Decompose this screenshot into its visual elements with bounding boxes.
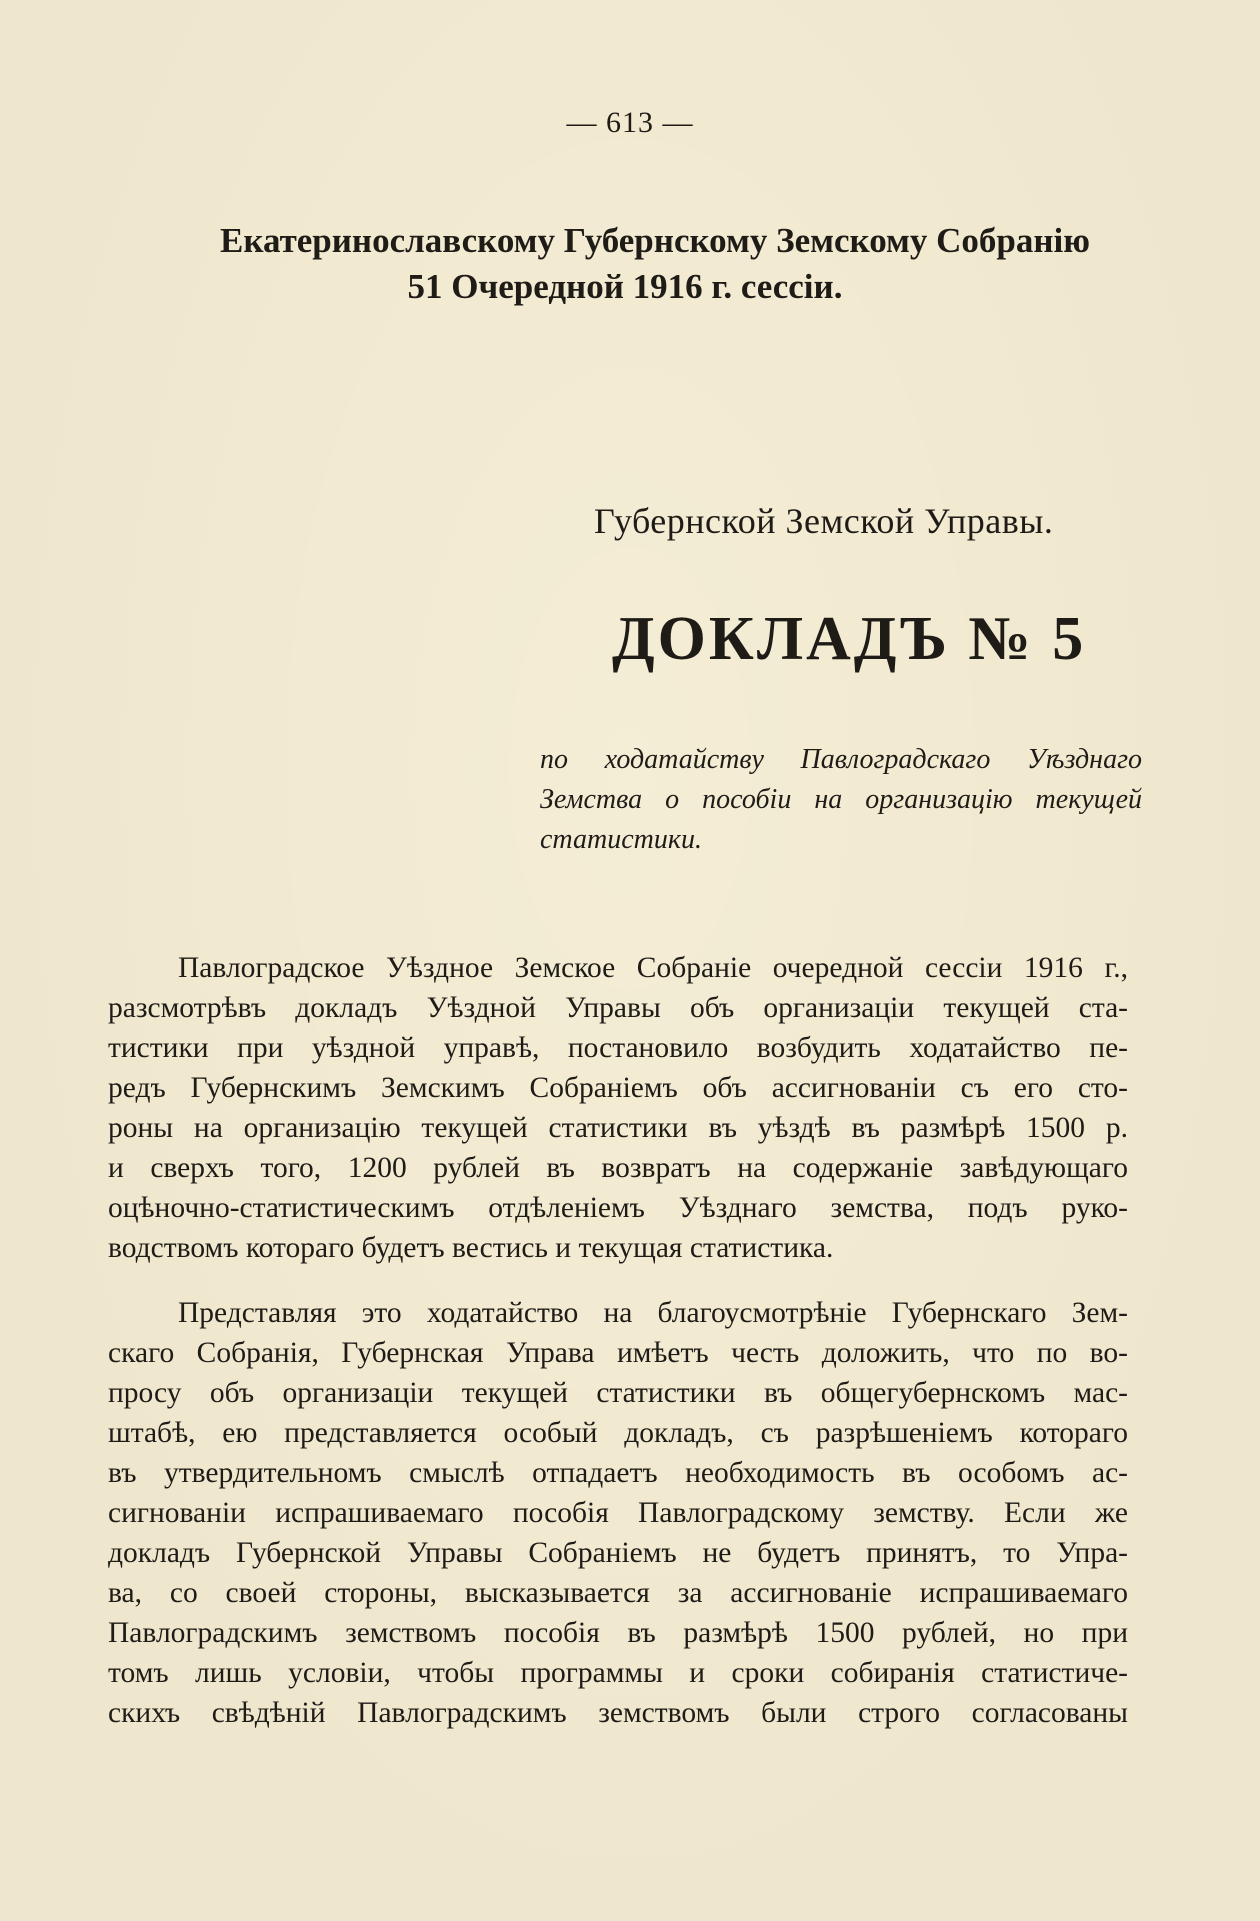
issuer-line: Губернской Земской Управы. [594,501,1054,541]
addressee-line-1: Екатеринославскому Губернскому Земскому Собранію [220,221,1090,260]
text-line: докладъ Губернской Управы Собраніемъ не будетъ принятъ, то Упра- [108,1537,1128,1569]
report-subject: по ходатайству Павлоградскаго Уѣзднаго Земства о пособіи на организацію текущей статистики. [540,744,1142,855]
text-line: скаго Собранія, Губернская Управа имѣетъ честь доложить, что по во- [108,1337,1128,1369]
text-line: сигнованіи испрашиваемаго пособія Павлоградскому земству. Если же [108,1497,1128,1529]
text-line: водствомъ котораго будетъ вестись и текущая статистика. [108,1232,834,1264]
report-title: ДОКЛАДЪ № 5 [612,605,1087,673]
text-line: Представляя это ходатайство на благоусмотрѣніе Губернскаго Зем- [178,1297,1128,1329]
text-line: тистики при уѣздной управѣ, постановило возбудить ходатайство пе- [108,1032,1128,1064]
text-line: томъ лишь условіи, чтобы программы и сроки собиранія статистиче- [108,1657,1128,1689]
text-line: въ утвердительномъ смыслѣ отпадаетъ необходимость въ особомъ ас- [108,1457,1128,1489]
addressee-heading [0,218,1260,310]
text-line: просу объ организаціи текущей статистики въ общегубернскомъ мас- [108,1377,1128,1409]
text-line: Павлоградское Уѣздное Земское Собраніе очередной сессіи 1916 г., [178,952,1128,984]
addressee-line-2: 51 Очередной 1916 г. сессіи. [407,267,843,306]
text-line: разсмотрѣвъ докладъ Уѣздной Управы объ организаціи текущей ста- [108,992,1128,1024]
text-line: редъ Губернскимъ Земскимъ Собраніемъ объ ассигнованіи съ его сто- [108,1072,1128,1104]
paragraph-1 [108,948,1128,1268]
report-body [108,948,1128,1758]
paragraph-2 [108,1293,1128,1733]
text-line: штабѣ, ею представляется особый докладъ, съ разрѣшеніемъ котораго [108,1417,1128,1449]
text-line: Павлоградскимъ земствомъ пособія въ размѣрѣ 1500 рублей, но при [108,1617,1128,1649]
text-line: ва, со своей стороны, высказывается за ассигнованіе испрашиваемаго [108,1577,1128,1609]
page-number: — 613 — [566,106,694,139]
text-line: и сверхъ того, 1200 рублей въ возвратъ на содержаніе завѣдующаго [108,1152,1128,1184]
text-line: скихъ свѣдѣній Павлоградскимъ земствомъ были строго согласованы [108,1697,1128,1729]
text-line: оцѣночно-статистическимъ отдѣленіемъ Уѣзднаго земства, подъ руко- [108,1192,1128,1224]
text-line: роны на организацію текущей статистики въ уѣздѣ въ размѣрѣ 1500 р. [108,1112,1128,1144]
